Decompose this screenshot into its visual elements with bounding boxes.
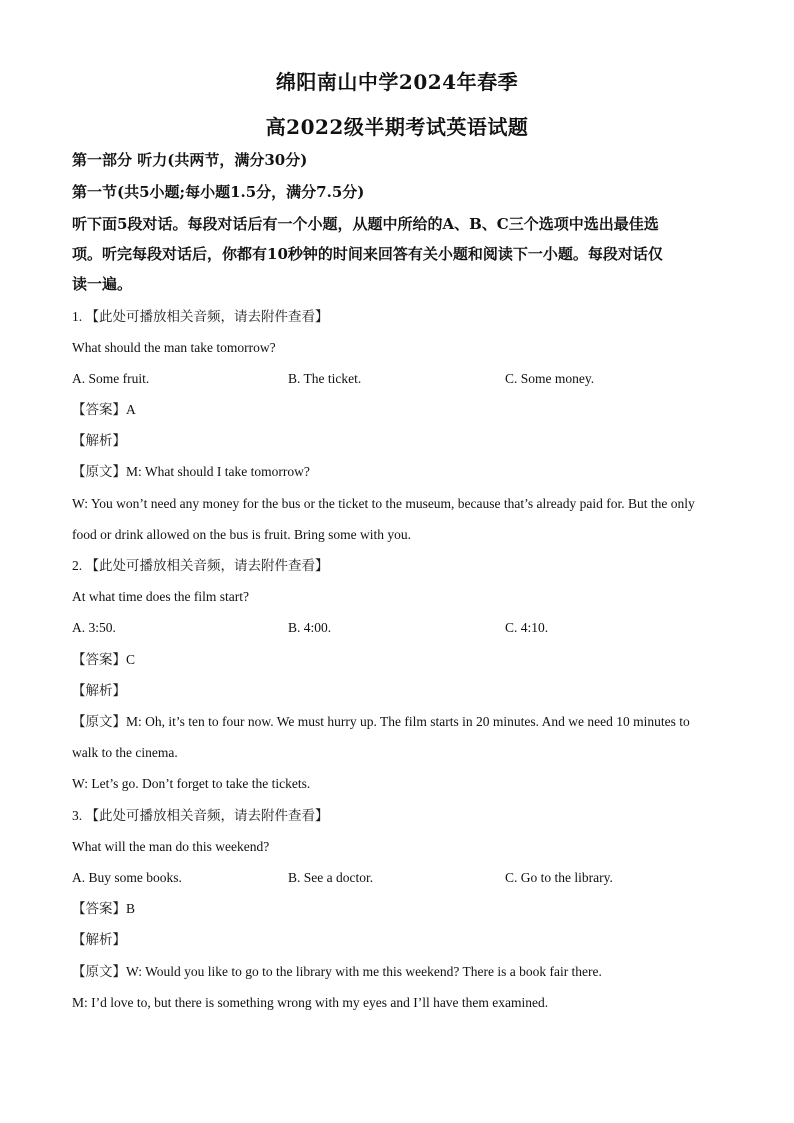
question-3-header <box>72 806 732 826</box>
instruction-line-3: 读一遍。 <box>72 275 133 293</box>
question-1-analysis-label: 【解析】 <box>72 433 126 449</box>
question-3-option-c: C. Go to the library. <box>505 870 613 885</box>
question-1-option-c: C. Some money. <box>505 371 595 386</box>
question-3-transcript-line-2: M: I’d love to, but there is something wrong with my eyes and I’ll have them examined. <box>72 995 549 1010</box>
question-number: 3. <box>72 808 83 823</box>
original-label: 【原文】 <box>72 464 126 480</box>
document-title-line-2: 高2022级半期考试英语试题 <box>265 115 529 139</box>
question-2-option-a: A. 3:50. <box>72 620 116 635</box>
transcript-text: M: What should I take tomorrow? <box>126 464 310 479</box>
answer-label: 【答案】 <box>72 652 126 668</box>
question-2-header <box>72 556 732 576</box>
question-3-analysis-label: 【解析】 <box>72 932 126 948</box>
question-3-answer <box>72 899 732 919</box>
part-heading: 第一部分 听力(共两节，满分30分) <box>72 151 308 169</box>
question-3-option-a: A. Buy some books. <box>72 870 182 885</box>
question-2-analysis-label: 【解析】 <box>72 683 126 699</box>
question-number: 2. <box>72 558 83 573</box>
answer-value: C <box>126 652 136 667</box>
question-1-option-a: A. Some fruit. <box>72 371 150 386</box>
instruction-line-2: 项。听完每段对话后，你都有10秒钟的时间来回答有关小题和阅读下一小题。每段对话仅 <box>72 245 663 263</box>
answer-label: 【答案】 <box>72 901 126 917</box>
section-heading: 第一节(共5小题;每小题1.5分，满分7.5分) <box>72 183 365 201</box>
question-2-transcript-line-1 <box>72 712 732 732</box>
question-2-option-b: B. 4:00. <box>288 620 332 635</box>
transcript-text: M: Oh, it’s ten to four now. We must hurry up. The film starts in 20 minutes. And we need 10 minutes to <box>126 714 690 729</box>
question-1-header <box>72 307 732 327</box>
question-2-transcript-line-3: W: Let’s go. Don’t forget to take the tickets. <box>72 776 311 791</box>
answer-value: B <box>126 901 136 916</box>
question-2-option-c: C. 4:10. <box>505 620 549 635</box>
question-2-text: At what time does the film start? <box>72 589 249 604</box>
question-3-text: What will the man do this weekend? <box>72 839 270 854</box>
question-1-transcript-line-1 <box>72 462 732 482</box>
audio-note: 【此处可播放相关音频，请去附件查看】 <box>85 309 329 325</box>
instruction-line-1: 听下面5段对话。每段对话后有一个小题，从题中所给的A、B、C三个选项中选出最佳选 <box>72 215 659 233</box>
original-label: 【原文】 <box>72 714 126 730</box>
question-3-transcript-line-1 <box>72 962 732 982</box>
question-2-transcript-line-2: walk to the cinema. <box>72 745 178 760</box>
answer-label: 【答案】 <box>72 402 126 418</box>
question-1-transcript-line-3: food or drink allowed on the bus is fruit. Bring some with you. <box>72 527 411 542</box>
question-3-option-b: B. See a doctor. <box>288 870 374 885</box>
audio-note: 【此处可播放相关音频，请去附件查看】 <box>85 808 329 824</box>
question-1-option-b: B. The ticket. <box>288 371 362 386</box>
audio-note: 【此处可播放相关音频，请去附件查看】 <box>85 558 329 574</box>
question-2-answer <box>72 650 732 670</box>
original-label: 【原文】 <box>72 964 126 980</box>
transcript-text: W: Would you like to go to the library with me this weekend? There is a book fair there. <box>126 964 602 979</box>
question-1-answer <box>72 400 732 420</box>
document-title-line-1: 绵阳南山中学2024年春季 <box>275 70 519 94</box>
answer-value: A <box>126 402 136 417</box>
question-1-text: What should the man take tomorrow? <box>72 340 276 355</box>
question-1-transcript-line-2: W: You won’t need any money for the bus or the ticket to the museum, because that’s already paid for. But the only <box>72 496 695 511</box>
question-number: 1. <box>72 309 83 324</box>
